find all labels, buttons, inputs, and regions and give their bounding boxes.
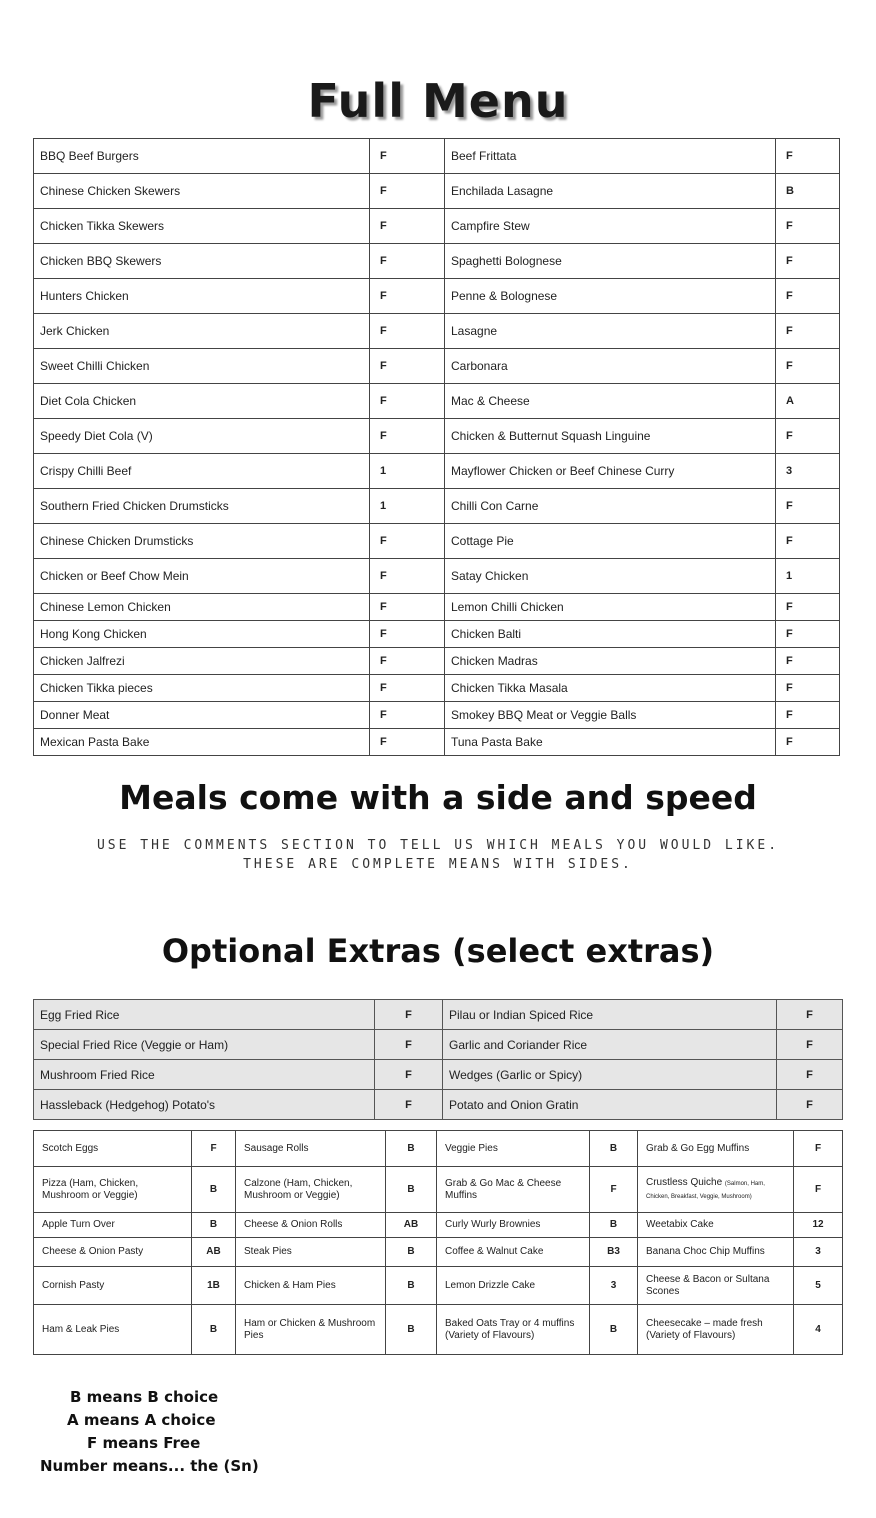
extra-item: Veggie Pies <box>437 1131 590 1167</box>
extra-item-code: 3 <box>794 1238 843 1267</box>
menu-item-code: F <box>370 384 445 419</box>
extra-item-detail: (Salmon, Ham, Chicken, Breakfast, Veggie, Mushroom) <box>646 1180 765 1200</box>
extra-item-code: 1B <box>192 1267 236 1305</box>
extra-item-code: 3 <box>590 1267 638 1305</box>
extra-item-code: B <box>386 1131 437 1167</box>
legend-f: F means Free <box>87 1434 201 1452</box>
table-row <box>34 1030 843 1060</box>
extra-item-code: 5 <box>794 1267 843 1305</box>
table-row <box>34 1131 843 1167</box>
menu-item: Chicken Tikka pieces <box>34 675 370 702</box>
table-row <box>34 702 840 729</box>
menu-item: Tuna Pasta Bake <box>445 729 776 756</box>
extra-item-label: Crustless Quiche <box>646 1176 723 1188</box>
menu-item: Chicken Madras <box>445 648 776 675</box>
table-row <box>34 621 840 648</box>
menu-item: Spaghetti Bolognese <box>445 244 776 279</box>
full-menu-table <box>33 138 840 756</box>
menu-item-code: F <box>776 314 840 349</box>
extras-heading: Optional Extras (select extras) <box>161 932 715 970</box>
menu-item: Chicken Tikka Masala <box>445 675 776 702</box>
menu-item: Enchilada Lasagne <box>445 174 776 209</box>
menu-item: Chicken Balti <box>445 621 776 648</box>
page-title: Full Menu <box>307 74 569 128</box>
menu-item: Southern Fried Chicken Drumsticks <box>34 489 370 524</box>
table-row <box>34 174 840 209</box>
menu-item-code: A <box>776 384 840 419</box>
menu-item: Diet Cola Chicken <box>34 384 370 419</box>
menu-item-code: F <box>776 594 840 621</box>
extra-item-code: F <box>590 1167 638 1213</box>
extra-item-code: F <box>375 1000 443 1030</box>
menu-item: Chilli Con Carne <box>445 489 776 524</box>
menu-item-code: F <box>370 244 445 279</box>
menu-item: Mexican Pasta Bake <box>34 729 370 756</box>
extra-item: Wedges (Garlic or Spicy) <box>443 1060 777 1090</box>
table-row <box>34 1213 843 1238</box>
menu-item: Smokey BBQ Meat or Veggie Balls <box>445 702 776 729</box>
menu-item: Hong Kong Chicken <box>34 621 370 648</box>
extras-bakes-table <box>33 1130 843 1355</box>
table-row <box>34 675 840 702</box>
table-row <box>34 349 840 384</box>
extra-item-code: B <box>386 1267 437 1305</box>
menu-item: Chicken BBQ Skewers <box>34 244 370 279</box>
menu-item: Donner Meat <box>34 702 370 729</box>
table-row <box>34 648 840 675</box>
menu-item-code: F <box>776 489 840 524</box>
menu-item: Hunters Chicken <box>34 279 370 314</box>
menu-item: Cottage Pie <box>445 524 776 559</box>
menu-item-code: B <box>776 174 840 209</box>
extra-item: Hassleback (Hedgehog) Potato's <box>34 1090 375 1120</box>
extra-item-code: 4 <box>794 1305 843 1355</box>
extra-item-code: AB <box>192 1238 236 1267</box>
menu-item: Carbonara <box>445 349 776 384</box>
meals-heading: Meals come with a side and speed <box>119 778 757 817</box>
table-row <box>34 1238 843 1267</box>
comments-note-line2: THESE ARE COMPLETE MEANS WITH SIDES. <box>243 857 633 872</box>
menu-item-code: F <box>776 419 840 454</box>
menu-item: Sweet Chilli Chicken <box>34 349 370 384</box>
table-row <box>34 1167 843 1213</box>
extra-item: Scotch Eggs <box>34 1131 192 1167</box>
menu-item-code: F <box>370 621 445 648</box>
table-row <box>34 524 840 559</box>
menu-item-code: F <box>370 675 445 702</box>
extra-item: Curly Wurly Brownies <box>437 1213 590 1238</box>
extra-item-code: AB <box>386 1213 437 1238</box>
extra-item: Sausage Rolls <box>236 1131 386 1167</box>
menu-item-code: F <box>370 648 445 675</box>
menu-item-code: 1 <box>370 489 445 524</box>
menu-item: Chicken or Beef Chow Mein <box>34 559 370 594</box>
extra-item-code: F <box>794 1131 843 1167</box>
menu-item: Beef Frittata <box>445 139 776 174</box>
menu-item-code: F <box>370 174 445 209</box>
comments-note-line1: USE THE COMMENTS SECTION TO TELL US WHICH MEALS YOU WOULD LIKE. <box>96 838 780 853</box>
extra-item: Cheese & Bacon or Sultana Scones <box>638 1267 794 1305</box>
extra-item-code: F <box>794 1167 843 1213</box>
menu-item: Mayflower Chicken or Beef Chinese Curry <box>445 454 776 489</box>
menu-item-code: F <box>776 209 840 244</box>
table-row <box>34 559 840 594</box>
extra-item: Egg Fried Rice <box>34 1000 375 1030</box>
extra-item-code: F <box>192 1131 236 1167</box>
extra-item-code: F <box>777 1030 843 1060</box>
menu-item-code: F <box>370 594 445 621</box>
extra-item: Special Fried Rice (Veggie or Ham) <box>34 1030 375 1060</box>
menu-item: Lasagne <box>445 314 776 349</box>
extra-item: Calzone (Ham, Chicken, Mushroom or Veggie) <box>236 1167 386 1213</box>
extra-item-code: F <box>375 1090 443 1120</box>
menu-item: BBQ Beef Burgers <box>34 139 370 174</box>
table-row <box>34 594 840 621</box>
extra-item: Garlic and Coriander Rice <box>443 1030 777 1060</box>
extra-item-code: F <box>777 1000 843 1030</box>
menu-item: Crispy Chilli Beef <box>34 454 370 489</box>
menu-item: Lemon Chilli Chicken <box>445 594 776 621</box>
menu-item-code: F <box>776 675 840 702</box>
table-row <box>34 419 840 454</box>
extra-item-code: F <box>375 1030 443 1060</box>
extra-item: Pizza (Ham, Chicken, Mushroom or Veggie) <box>34 1167 192 1213</box>
menu-item: Chinese Lemon Chicken <box>34 594 370 621</box>
extra-item: Cheese & Onion Pasty <box>34 1238 192 1267</box>
legend-a: A means A choice <box>67 1411 216 1429</box>
extra-item-code: B3 <box>590 1238 638 1267</box>
menu-item-code: 3 <box>776 454 840 489</box>
menu-item: Chicken Tikka Skewers <box>34 209 370 244</box>
menu-item: Chicken Jalfrezi <box>34 648 370 675</box>
extra-item: Cornish Pasty <box>34 1267 192 1305</box>
extra-item: Mushroom Fried Rice <box>34 1060 375 1090</box>
menu-item-code: F <box>776 729 840 756</box>
extra-item-code: B <box>192 1305 236 1355</box>
extra-item: Grab & Go Mac & Cheese Muffins <box>437 1167 590 1213</box>
menu-item: Penne & Bolognese <box>445 279 776 314</box>
menu-item-code: F <box>776 279 840 314</box>
table-row <box>34 454 840 489</box>
menu-item-code: F <box>776 524 840 559</box>
table-row <box>34 1267 843 1305</box>
table-row <box>34 279 840 314</box>
extra-item: Chicken & Ham Pies <box>236 1267 386 1305</box>
menu-item: Satay Chicken <box>445 559 776 594</box>
extra-item: Ham & Leak Pies <box>34 1305 192 1355</box>
legend-number: Number means... the (Sn) <box>40 1457 259 1475</box>
legend <box>40 1386 280 1478</box>
menu-item: Jerk Chicken <box>34 314 370 349</box>
menu-item-code: F <box>776 621 840 648</box>
extra-item: Cheesecake – made fresh (Variety of Flavours) <box>638 1305 794 1355</box>
table-row <box>34 1305 843 1355</box>
extra-item: Weetabix Cake <box>638 1213 794 1238</box>
table-row <box>34 1090 843 1120</box>
extra-item-code: B <box>386 1305 437 1355</box>
extra-item-code: B <box>590 1131 638 1167</box>
extra-item: Coffee & Walnut Cake <box>437 1238 590 1267</box>
extra-item: Baked Oats Tray or 4 muffins (Variety of Flavours) <box>437 1305 590 1355</box>
extra-item: Pilau or Indian Spiced Rice <box>443 1000 777 1030</box>
table-row <box>34 384 840 419</box>
menu-item-code: F <box>776 702 840 729</box>
extra-item-code: B <box>386 1167 437 1213</box>
legend-b: B means B choice <box>70 1388 219 1406</box>
table-row <box>34 1000 843 1030</box>
table-row <box>34 244 840 279</box>
menu-item-code: F <box>370 524 445 559</box>
extra-item: Potato and Onion Gratin <box>443 1090 777 1120</box>
table-row <box>34 729 840 756</box>
extra-item <box>638 1167 794 1213</box>
extra-item-code: B <box>386 1238 437 1267</box>
table-row <box>34 314 840 349</box>
menu-item-code: F <box>370 729 445 756</box>
extra-item-code: B <box>590 1305 638 1355</box>
extra-item: Lemon Drizzle Cake <box>437 1267 590 1305</box>
extra-item: Banana Choc Chip Muffins <box>638 1238 794 1267</box>
extra-item-code: B <box>192 1213 236 1238</box>
table-row <box>34 139 840 174</box>
table-row <box>34 489 840 524</box>
extra-item-code: B <box>590 1213 638 1238</box>
extra-item-code: F <box>375 1060 443 1090</box>
menu-item: Chinese Chicken Skewers <box>34 174 370 209</box>
menu-item-code: F <box>370 279 445 314</box>
extra-item: Cheese & Onion Rolls <box>236 1213 386 1238</box>
menu-item: Chicken & Butternut Squash Linguine <box>445 419 776 454</box>
table-row <box>34 209 840 244</box>
extra-item-code: F <box>777 1090 843 1120</box>
extras-sides-table <box>33 999 843 1120</box>
menu-item: Mac & Cheese <box>445 384 776 419</box>
extra-item-code: 12 <box>794 1213 843 1238</box>
menu-item-code: F <box>370 139 445 174</box>
menu-item-code: F <box>776 349 840 384</box>
menu-item-code: F <box>370 559 445 594</box>
menu-item-code: F <box>776 139 840 174</box>
menu-item-code: F <box>370 702 445 729</box>
menu-item: Chinese Chicken Drumsticks <box>34 524 370 559</box>
menu-item: Speedy Diet Cola (V) <box>34 419 370 454</box>
menu-item-code: F <box>370 419 445 454</box>
menu-item-code: 1 <box>776 559 840 594</box>
menu-item-code: F <box>370 349 445 384</box>
extra-item-code: B <box>192 1167 236 1213</box>
menu-item-code: 1 <box>370 454 445 489</box>
extra-item: Ham or Chicken & Mushroom Pies <box>236 1305 386 1355</box>
extra-item-code: F <box>777 1060 843 1090</box>
menu-item-code: F <box>370 209 445 244</box>
menu-item: Campfire Stew <box>445 209 776 244</box>
extra-item: Apple Turn Over <box>34 1213 192 1238</box>
menu-item-code: F <box>370 314 445 349</box>
menu-item-code: F <box>776 244 840 279</box>
menu-item-code: F <box>776 648 840 675</box>
extra-item: Grab & Go Egg Muffins <box>638 1131 794 1167</box>
extra-item: Steak Pies <box>236 1238 386 1267</box>
table-row <box>34 1060 843 1090</box>
